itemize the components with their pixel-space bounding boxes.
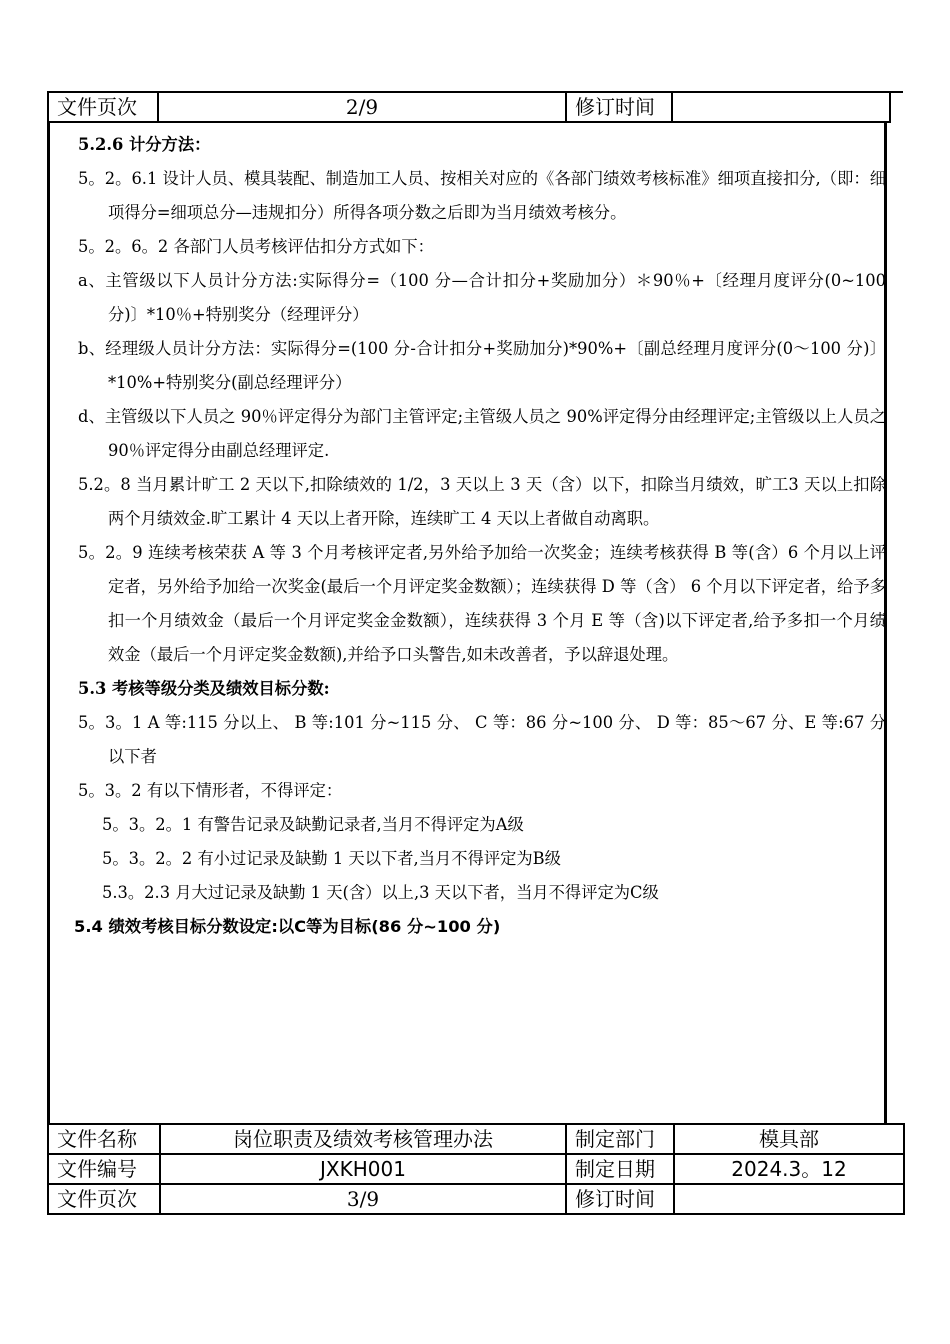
paragraph-5-3-2-3: 5.3。2.3 月大过记录及缺勤 1 天(含）以上,3 天以下者，当月不得评定为C级 bbox=[102, 883, 659, 902]
footer-date-value: 2024.3。12 bbox=[674, 1154, 904, 1184]
header-row bbox=[48, 92, 890, 122]
footer-code-label: 文件编号 bbox=[48, 1154, 160, 1184]
footer-date-label: 制定日期 bbox=[566, 1154, 674, 1184]
footer-table bbox=[47, 1123, 905, 1215]
footer-name-value: 岗位职责及绩效考核管理办法 bbox=[160, 1124, 566, 1154]
header-page-value: 2/9 bbox=[158, 92, 566, 122]
footer-revision-label: 修订时间 bbox=[566, 1184, 674, 1214]
paragraph-5-2-9: 5。2。9 连续考核荣获 A 等 3 个月考核评定者,另外给予加给一次奖金；连续考核获得 B 等(含）6 个月以上评定者，另外给予加给一次奖金(最后一个月评定奖金数额）；连续获得 D 等（含） 6 个月以下评定者，给予多扣一个月绩效金（最后一个月评定奖金金数额），连续获得 3 个月 E 等（含)以下评定者,给予多扣一个月绩效金（最后一个月评定奖金数额),并给予口头警告,如未改善者，予以辞退处理。 bbox=[78, 543, 886, 664]
paragraph-item-d: d、主管级以下人员之 90％评定得分为部门主管评定;主管级人员之 90%评定得分由经理评定;主管级以上人员之 90％评定得分由副总经理评定. bbox=[78, 407, 886, 460]
footer-row-page bbox=[48, 1184, 904, 1214]
top-header-table bbox=[47, 91, 891, 123]
footer-name-label: 文件名称 bbox=[48, 1124, 160, 1154]
paragraph-5-3-2-1: 5。3。2。1 有警告记录及缺勤记录者,当月不得评定为A级 bbox=[102, 815, 524, 834]
footer-page-value: 3/9 bbox=[160, 1184, 566, 1214]
footer-revision-value bbox=[674, 1184, 904, 1214]
footer-code-value: JXKH001 bbox=[160, 1154, 566, 1184]
paragraph-item-b: b、经理级人员计分方法：实际得分=(100 分-合计扣分+奖励加分)*90%+〔副总经理月度评分(0～100 分)〕*10%+特别奖分(副总经理评分） bbox=[78, 339, 886, 392]
paragraph-5-3-2-2: 5。3。2。2 有小过记录及缺勤 1 天以下者,当月不得评定为B级 bbox=[102, 849, 561, 868]
section-5-3-heading: 5.3 考核等级分类及绩效目标分数: bbox=[78, 679, 330, 698]
footer-row-code bbox=[48, 1154, 904, 1184]
paragraph-item-a: a、主管级以下人员计分方法:实际得分=（100 分—合计扣分+奖励加分）＊90％+〔经理月度评分(0~100 分)〕*10％+特别奖分（经理评分） bbox=[78, 271, 886, 324]
header-page-label: 文件页次 bbox=[48, 92, 158, 122]
paragraph-5-3-2: 5。3。2 有以下情形者，不得评定： bbox=[78, 781, 343, 800]
footer-dept-value: 模具部 bbox=[674, 1124, 904, 1154]
footer-page-label: 文件页次 bbox=[48, 1184, 160, 1214]
header-revision-value bbox=[672, 92, 890, 122]
document-body bbox=[74, 128, 886, 944]
paragraph-5-2-8: 5.2。8 当月累计旷工 2 天以下,扣除绩效的 1/2，3 天以上 3 天（含）以下，扣除当月绩效，旷工3 天以上扣除两个月绩效金.旷工累计 4 天以上者开除，连续旷工 4 天以上者做自动离职。 bbox=[78, 475, 886, 528]
paragraph-5-2-6-1: 5。2。6.1 设计人员、模具装配、制造加工人员、按相关对应的《各部门绩效考核标准》细项直接扣分,（即：细项得分=细项总分—违规扣分）所得各项分数之后即为当月绩效考核分。 bbox=[78, 169, 886, 222]
section-5-2-6-heading: 5.2.6 计分方法： bbox=[78, 135, 211, 154]
header-revision-label: 修订时间 bbox=[566, 92, 672, 122]
footer-dept-label: 制定部门 bbox=[566, 1124, 674, 1154]
header-extension-line bbox=[889, 91, 903, 93]
paragraph-5-2-6-2: 5。2。6。2 各部门人员考核评估扣分方式如下： bbox=[78, 237, 434, 256]
footer-row-name bbox=[48, 1124, 904, 1154]
section-5-4-heading: 5.4 绩效考核目标分数设定:以C等为目标(86 分~100 分) bbox=[74, 917, 501, 936]
paragraph-5-3-1: 5。3。1 A 等:115 分以上、 B 等:101 分~115 分、 C 等：86 分~100 分、 D 等：85～67 分、E 等:67 分以下者 bbox=[78, 713, 886, 766]
